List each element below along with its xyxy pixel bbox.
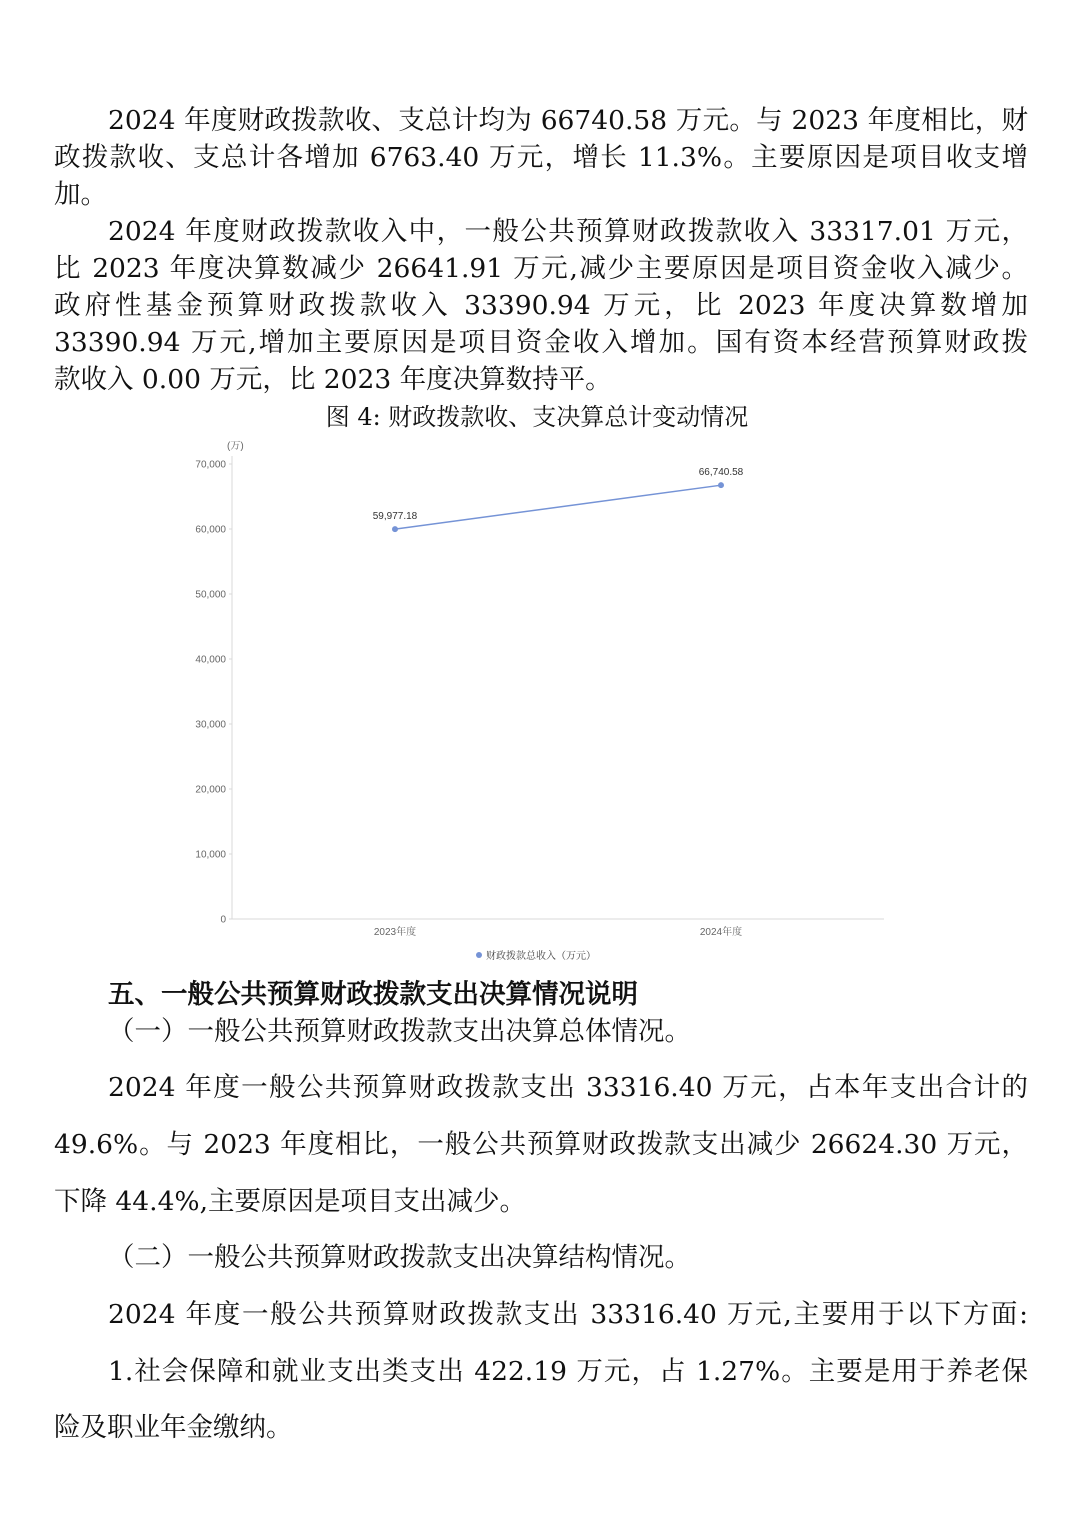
paragraph-2-line-3: 政府性基金预算财政拨款收入 33390.94 万元，比 2023 年度决算数增加 xyxy=(54,290,1028,321)
y-unit-label: (万) xyxy=(227,441,244,452)
y-tick-label: 0 xyxy=(220,914,226,926)
figure-caption: 图 4: 财政拨款收、支决算总计变动情况 xyxy=(325,403,749,431)
data-label: 66,740.58 xyxy=(698,467,744,479)
section-5-paragraph-1-line-3: 下降 44.4%,主要原因是项目支出减少。 xyxy=(54,1186,527,1217)
y-tick-label: 10,000 xyxy=(195,849,226,861)
paragraph-1-line-1: 2024 年度财政拨款收、支总计均为 66740.58 万元。与 2023 年度相比，财 xyxy=(108,105,1028,136)
data-label: 59,977.18 xyxy=(372,511,418,523)
x-tick-label: 2023年度 xyxy=(373,927,417,938)
subsection-2-title: （二）一般公共预算财政拨款支出决算结构情况。 xyxy=(108,1242,691,1273)
y-axis-ticks xyxy=(195,460,232,926)
legend-label: 财政拨款总收入（万元） xyxy=(486,951,596,962)
series-line xyxy=(395,485,721,529)
section-5-paragraph-1-line-2: 49.6%。与 2023 年度相比，一般公共预算财政拨款支出减少 26624.30 万元， xyxy=(54,1129,1028,1160)
data-point xyxy=(392,526,398,532)
legend-marker xyxy=(476,952,482,958)
y-tick-label: 50,000 xyxy=(195,589,226,601)
paragraph-1-line-3: 加。 xyxy=(54,179,107,210)
x-tick-label: 2024年度 xyxy=(699,927,743,938)
y-tick-label: 30,000 xyxy=(195,719,226,731)
y-tick-label: 60,000 xyxy=(195,524,226,536)
paragraph-2-line-2: 比 2023 年度决算数减少 26641.91 万元,减少主要原因是项目资金收入减少。 xyxy=(54,253,1028,284)
paragraph-2-line-4: 33390.94 万元,增加主要原因是项目资金收入增加。国有资本经营预算财政拨 xyxy=(54,327,1028,358)
section-5-heading: 五、一般公共预算财政拨款支出决算情况说明 xyxy=(108,979,638,1010)
paragraph-1-line-2: 政拨款收、支总计各增加 6763.40 万元，增长 11.3%。主要原因是项目收支增 xyxy=(54,142,1028,173)
data-point xyxy=(718,482,724,488)
y-tick-label: 70,000 xyxy=(195,459,226,471)
paragraph-2-line-1: 2024 年度财政拨款收入中，一般公共预算财政拨款收入 33317.01 万元， xyxy=(108,216,1028,247)
line-chart xyxy=(170,432,900,967)
section-5-paragraph-2: 2024 年度一般公共预算财政拨款支出 33316.40 万元,主要用于以下方面: xyxy=(108,1299,1028,1330)
paragraph-2-line-5: 款收入 0.00 万元，比 2023 年度决算数持平。 xyxy=(54,364,612,395)
subsection-1-title: （一）一般公共预算财政拨款支出决算总体情况。 xyxy=(108,1016,691,1047)
section-5-paragraph-1-line-1: 2024 年度一般公共预算财政拨款支出 33316.40 万元，占本年支出合计的 xyxy=(108,1072,1028,1103)
data-points xyxy=(373,467,744,532)
x-axis-ticks xyxy=(374,925,742,938)
chart-legend xyxy=(476,949,596,962)
y-tick-label: 20,000 xyxy=(195,784,226,796)
item-1-line-2: 险及职业年金缴纳。 xyxy=(54,1412,293,1443)
y-tick-label: 40,000 xyxy=(195,654,226,666)
item-1-line-1: 1.社会保障和就业支出类支出 422.19 万元，占 1.27%。主要是用于养老保 xyxy=(108,1356,1028,1387)
